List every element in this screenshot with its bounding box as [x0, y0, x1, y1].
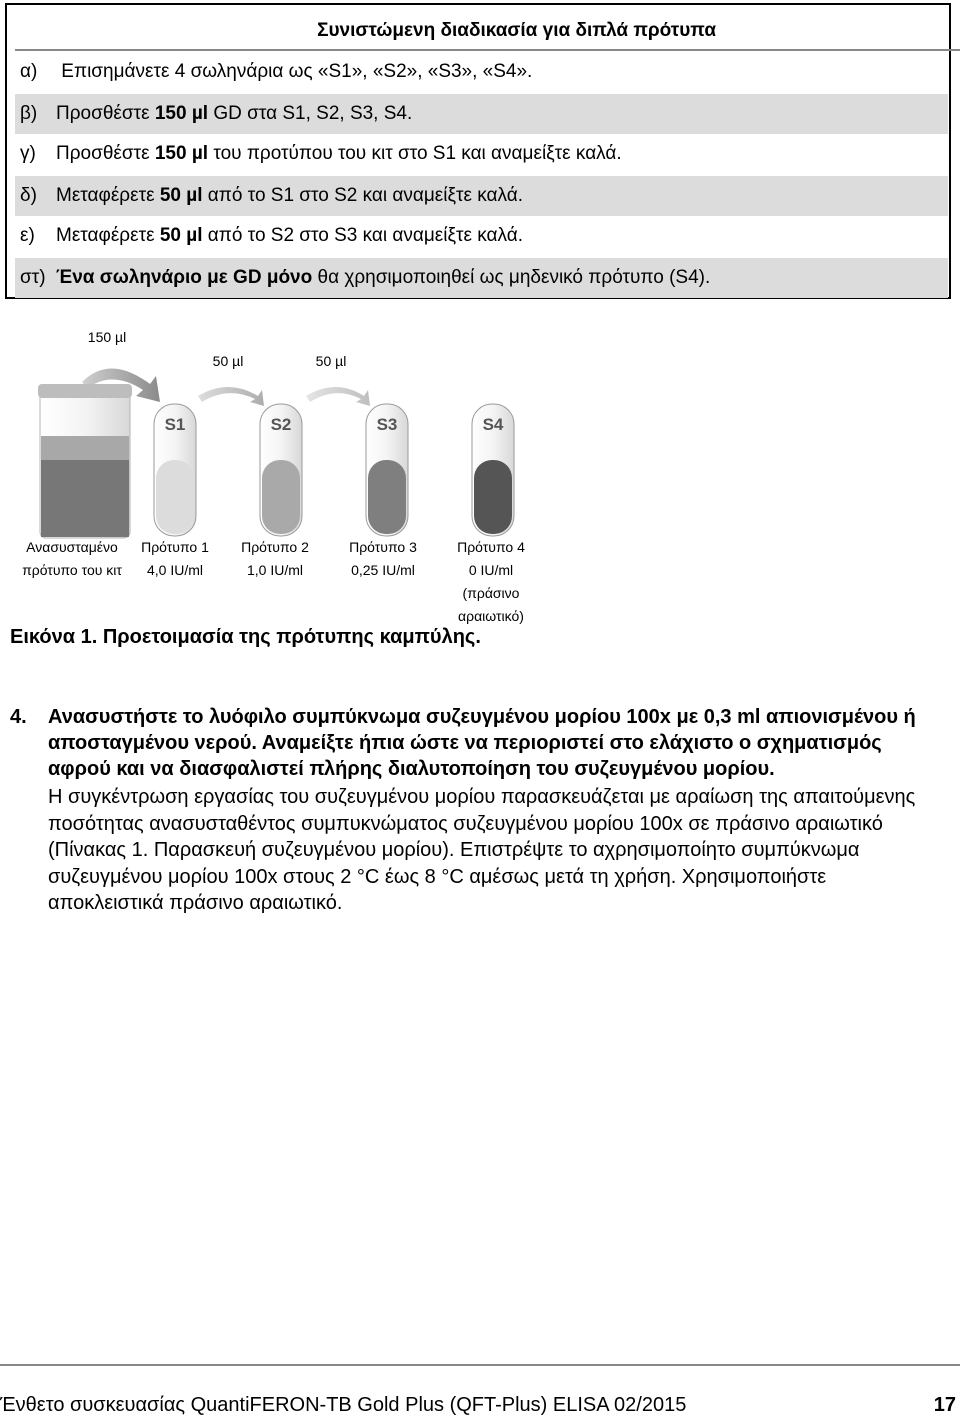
- figure-caption: Εικόνα 1. Προετοιμασία της πρότυπης καμπύλης.: [10, 626, 481, 648]
- tube-caption-s3: [336, 536, 430, 582]
- step-text-rest: από το S2 στο S3 και αναμείξτε καλά.: [202, 225, 523, 246]
- tube-caption-s4: [444, 536, 538, 628]
- tube-caption-note: αραιωτικό): [458, 608, 524, 624]
- section-body: Η συγκέντρωση εργασίας του συζευγμένου μορίου παρασκευάζεται με αραίωση της απαιτούμενης ποσότητας ανασυσταθέντος συμπυκνώματος συζευγμένου μορίου 100x σε πράσινο αραιωτικό (Πίνακας 1. Παρασκευή συζευγμένου μορίου). Επιστρέψτε το αχρησιμοποίητο συμπύκνωμα συζευγμένου μορίου 100x στους 2 °C έως 8 °C αμέσως μετά τη χρήση. Χρησιμοποιήστε αποκλειστικά πράσινο αραιωτικό.: [48, 786, 916, 914]
- tube-liquid: [156, 460, 194, 534]
- procedure-title: Συνιστώμενη διαδικασία για διπλά πρότυπα: [317, 20, 716, 41]
- step-volume: 150 µl: [154, 103, 209, 124]
- step-emphasis: Ένα σωληνάριο με GD μόνο: [56, 267, 313, 288]
- tube-s1: [154, 404, 196, 536]
- tube-caption-conc: 4,0 IU/ml: [146, 562, 203, 578]
- section-heading: Ανασυστήστε το λυόφιλο συμπύκνωμα συζευγμένου μορίου 100x με 0,3 ml απιονισμένου ή αποσταγμένου νερού. Αναμείξτε ήπια ώστε να περιοριστεί στο ελάχιστο ο σχηματισμός αφρού και να διασφαλιστεί πλήρης διαλυτοποίηση του συζευγμένου μορίου.: [48, 706, 916, 780]
- caption-line: Ανασυσταμένο: [26, 539, 118, 555]
- procedure-title-rule: [15, 49, 960, 51]
- dilution-illustration: [0, 340, 960, 540]
- step-label: δ): [20, 185, 37, 206]
- step-e: [15, 216, 948, 256]
- step-b: [15, 94, 948, 134]
- tube-caption-s2: [228, 536, 322, 582]
- transfer-volume-label: 50 µl: [212, 353, 244, 369]
- step-text-rest: GD στα S1, S2, S3, S4.: [208, 103, 413, 124]
- tube-caption-name: Πρότυπο 2: [241, 539, 309, 555]
- tube-tag: S1: [164, 415, 186, 434]
- tube-caption-note: (πράσινο: [462, 585, 520, 601]
- footer-rule: [0, 1364, 960, 1366]
- step-text: Επισημάνετε 4 σωληνάρια ως «S1», «S2», «S3», «S4».: [61, 61, 533, 82]
- step-text: Προσθέστε: [56, 143, 155, 164]
- step-text-rest: από το S1 στο S2 και αναμείξτε καλά.: [202, 185, 523, 206]
- step-label: ε): [20, 225, 35, 246]
- tube-tag: S2: [270, 415, 292, 434]
- step-label: α): [20, 61, 38, 82]
- step-a: [15, 52, 948, 92]
- tube-tag: S4: [482, 415, 504, 434]
- tube-caption-conc: 0,25 IU/ml: [351, 562, 415, 578]
- step-text: Μεταφέρετε: [56, 225, 160, 246]
- step-label: στ): [20, 267, 46, 288]
- tube-caption-name: Πρότυπο 3: [349, 539, 417, 555]
- tube-tag: S3: [376, 415, 398, 434]
- transfer-arrow: [306, 387, 370, 406]
- tube-liquid: [262, 460, 300, 534]
- tube-caption-conc: 0 IU/ml: [468, 562, 514, 578]
- tube-caption-name: Πρότυπο 1: [141, 539, 209, 555]
- tube-s4: [472, 404, 514, 536]
- tube-liquid: [474, 460, 512, 534]
- step-f: [15, 258, 948, 298]
- step-label: β): [20, 103, 38, 124]
- transfer-volume-label: 50 µl: [315, 353, 347, 369]
- transfer-volume-label: 150 µl: [87, 329, 127, 345]
- tube-s2: [260, 404, 302, 536]
- tube-caption-s1: [128, 536, 222, 582]
- page-number: 17: [933, 1394, 956, 1416]
- step-c: [15, 134, 948, 174]
- step-text: Μεταφέρετε: [56, 185, 160, 206]
- tube-s3: [366, 404, 408, 536]
- tube-caption-conc: 1,0 IU/ml: [246, 562, 303, 578]
- step-text: Προσθέστε: [56, 103, 155, 124]
- kit-standard-vial: [38, 384, 132, 538]
- step-text-rest: θα χρησιμοποιηθεί ως μηδενικό πρότυπο (S4).: [312, 267, 711, 288]
- tube-liquid: [368, 460, 406, 534]
- tube-caption-name: Πρότυπο 4: [457, 539, 525, 555]
- step-text-rest: του προτύπου του κιτ στο S1 και αναμείξτε καλά.: [208, 143, 622, 164]
- step-label: γ): [20, 143, 36, 164]
- section-number: 4.: [10, 706, 27, 728]
- section-4: [10, 704, 930, 917]
- footer-title: Ένθετο συσκευασίας QuantiFERON-TB Gold Plus (QFT-Plus) ELISA 02/2015: [0, 1394, 687, 1416]
- transfer-arrow: [198, 387, 264, 406]
- caption-line: πρότυπο του κιτ: [22, 562, 122, 578]
- step-volume: 50 µl: [159, 225, 203, 246]
- step-volume: 50 µl: [159, 185, 203, 206]
- step-d: [15, 176, 948, 216]
- kit-standard-caption: [10, 536, 134, 582]
- step-volume: 150 µl: [154, 143, 209, 164]
